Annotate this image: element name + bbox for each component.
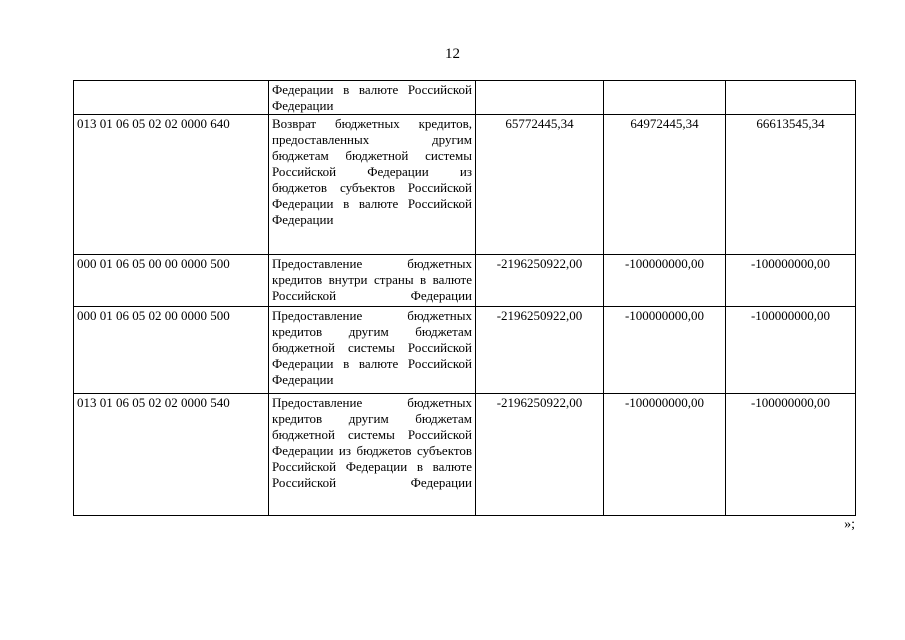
amount-year-3-cell: -100000000,00 <box>726 307 856 394</box>
amount-year-3-cell <box>726 81 856 115</box>
budget-code-cell: 013 01 06 05 02 02 0000 640 <box>74 115 269 255</box>
source-name-cell: Предоставление бюджетных кредитов другим бюджетам бюджетной системы Российской Федерации из бюджетов субъектов Российской Федерации в валюте Российской Федерации <box>269 394 476 516</box>
budget-sources-table <box>73 80 856 516</box>
amount-year-1-cell: -2196250922,00 <box>476 255 604 307</box>
closing-quote-mark: »; <box>844 517 855 532</box>
amount-year-1-cell: 65772445,34 <box>476 115 604 255</box>
amount-year-3-cell: 66613545,34 <box>726 115 856 255</box>
amount-year-1-cell <box>476 81 604 115</box>
budget-code-cell: 000 01 06 05 00 00 0000 500 <box>74 255 269 307</box>
amount-year-2-cell: 64972445,34 <box>604 115 726 255</box>
budget-code-cell <box>74 81 269 115</box>
amount-year-3-cell: -100000000,00 <box>726 255 856 307</box>
table-row <box>74 394 856 516</box>
amount-year-1-cell: -2196250922,00 <box>476 394 604 516</box>
table-row <box>74 307 856 394</box>
table-row <box>74 81 856 115</box>
page-number: 12 <box>445 46 460 62</box>
source-name-cell: Предоставление бюджетных кредитов другим бюджетам бюджетной системы Российской Федерации в валюте Российской Федерации <box>269 307 476 394</box>
amount-year-2-cell: -100000000,00 <box>604 255 726 307</box>
table-row <box>74 255 856 307</box>
source-name-cell: Возврат бюджетных кредитов, предоставленных другим бюджетам бюджетной системы Российской Федерации из бюджетов субъектов Российской Федерации в валюте Российской Федерации <box>269 115 476 255</box>
budget-code-cell: 013 01 06 05 02 02 0000 540 <box>74 394 269 516</box>
amount-year-1-cell: -2196250922,00 <box>476 307 604 394</box>
source-name-cell: Предоставление бюджетных кредитов внутри страны в валюте Российской Федерации <box>269 255 476 307</box>
amount-year-2-cell: -100000000,00 <box>604 394 726 516</box>
source-name-cell: Федерации в валюте Российской Федерации <box>269 81 476 115</box>
table-row <box>74 115 856 255</box>
budget-code-cell: 000 01 06 05 02 00 0000 500 <box>74 307 269 394</box>
amount-year-3-cell: -100000000,00 <box>726 394 856 516</box>
amount-year-2-cell: -100000000,00 <box>604 307 726 394</box>
amount-year-2-cell <box>604 81 726 115</box>
